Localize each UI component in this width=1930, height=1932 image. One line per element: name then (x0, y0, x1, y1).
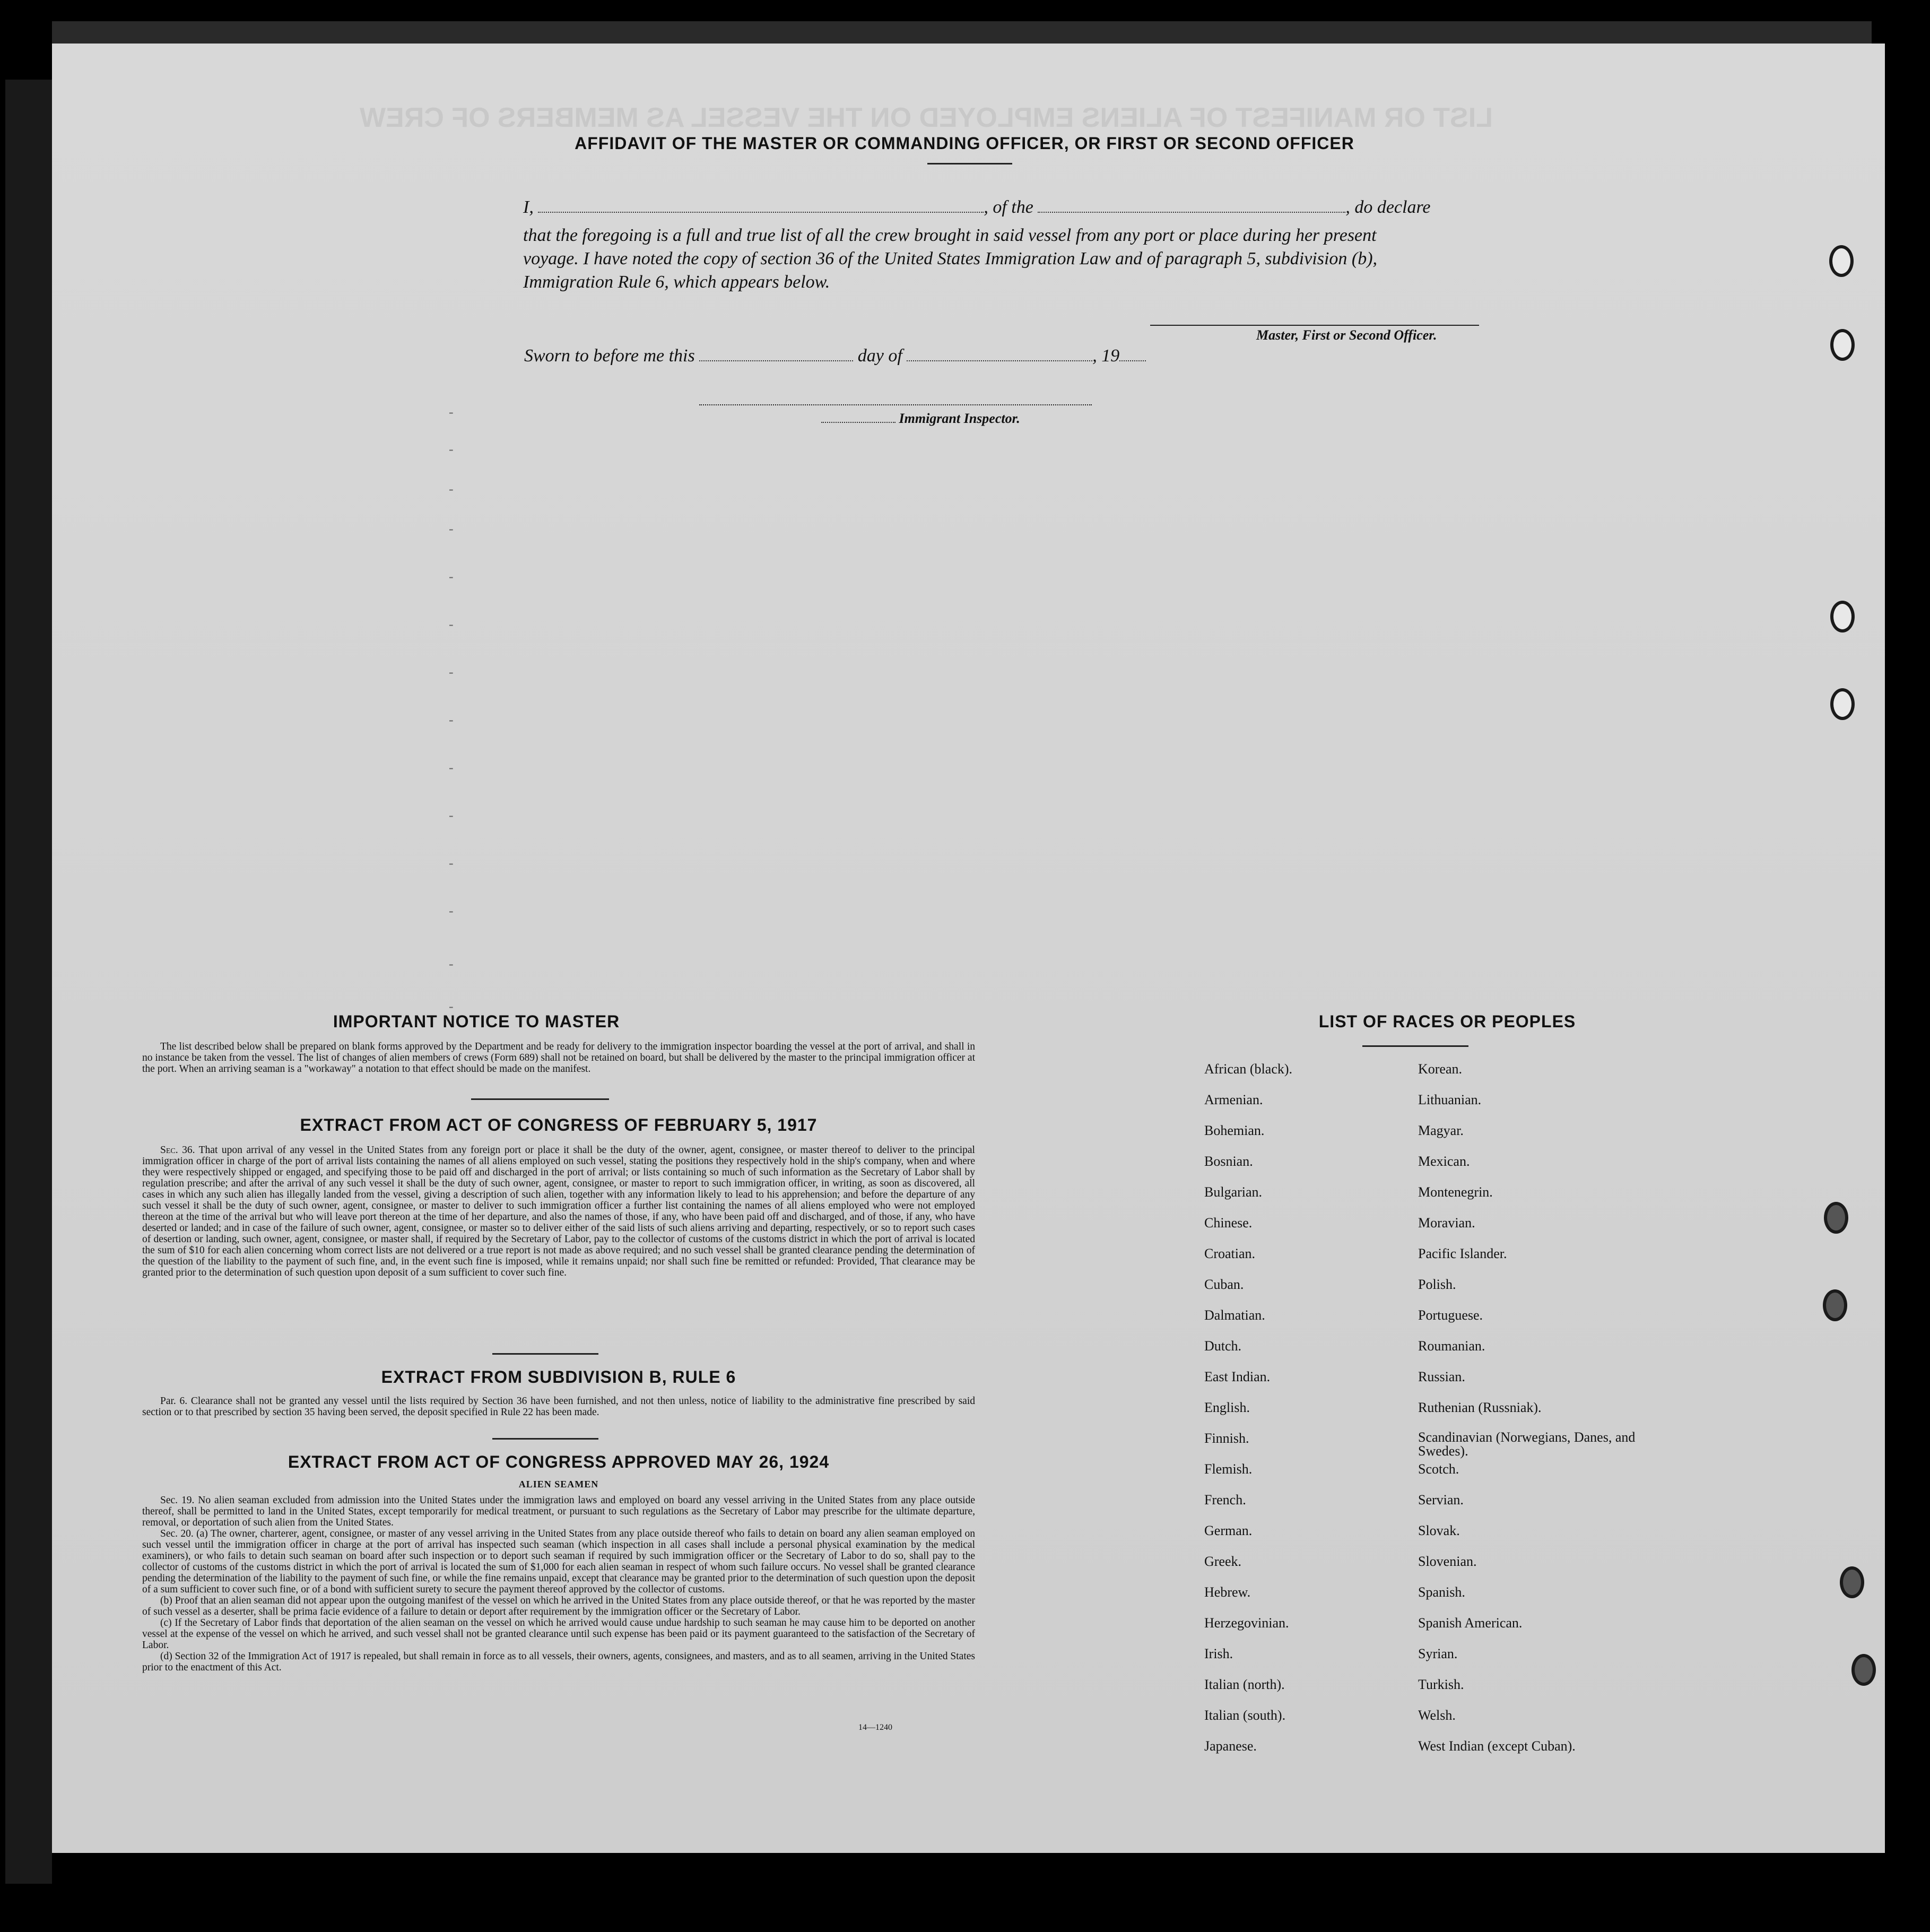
day-of-text: day of (857, 346, 902, 366)
signature-line (1150, 325, 1479, 326)
sec-36-label: Sec. 36. (160, 1145, 195, 1156)
margin-dash: - (449, 404, 454, 420)
year-text: , 19 (1092, 346, 1120, 366)
race-item: Syrian. (1418, 1646, 1458, 1661)
margin-dash: - (449, 481, 454, 497)
affidavit-i: I, (523, 197, 534, 217)
divider (492, 1353, 598, 1355)
margin-dash: - (449, 664, 454, 680)
page-edge-top (52, 21, 1872, 44)
affidavit-line-3: voyage. I have noted the copy of section 36 of the United States Immigration Law and of paragraph 5, subdivision (b), (523, 249, 1378, 268)
vessel-blank (1038, 212, 1345, 213)
race-item: Bohemian. (1204, 1123, 1265, 1138)
margin-dash: - (449, 903, 454, 919)
affidavit-title: AFFIDAVIT OF THE MASTER OR COMMANDING OFFICER, OR FIRST OR SECOND OFFICER (575, 134, 1354, 153)
race-item: Portuguese. (1418, 1307, 1483, 1323)
page-edge-left (5, 80, 52, 1884)
sec-20c: (c) If the Secretary of Labor finds that deportation of the alien seaman on the vessel on which he arrived would cause undue hardship to such seaman he may cause him to be deported on another vessel at the expense of the vessel on which he arrived, and such vessel shall not be granted clearance until such expense has been paid or its payment guaranteed to the satisfaction of the Secretary of Labor. (142, 1617, 975, 1651)
margin-dash: - (449, 441, 454, 457)
punch-hole (1824, 1202, 1848, 1234)
extract-1924-text (142, 1495, 975, 1673)
race-item: Dalmatian. (1204, 1307, 1265, 1323)
margin-dash: - (449, 855, 454, 871)
race-item: Bulgarian. (1204, 1184, 1263, 1200)
race-item: Roumanian. (1418, 1338, 1485, 1354)
divider (471, 1098, 609, 1100)
affidavit-line-4: Immigration Rule 6, which appears below. (523, 272, 830, 292)
punch-hole (1829, 245, 1854, 277)
sec-36-body: That upon arrival of any vessel in the United States from any foreign port or place it shall be the duty of the owner, agent, consignee, or master thereof to deliver to the principal immigration officer in charge of the port of arrival lists containing the names of all aliens employed on such vessel, stating the positions they respectively hold in the ship's company, when and where they were respectively shipped or engaged, and specifying those to be paid off and discharged in the port of arrival; or lists containing so much of such information as the Secretary of Labor shall by regulation prescribe; and after the arrival of any such vessel it shall be the duty of such owner, agent, consignee, or master to report to such immigration officer, in writing, as soon as discovered, all cases in which any such alien has illegally landed from the vessel, giving a description of such alien, together with any information likely to lead to his apprehension; and before the departure of any such vessel it shall be the duty of such owner, agent, consignee, or master to deliver to such immigration officer a further list containing the names of all aliens employed who were not employed thereon at the time of the arrival but who will leave port thereon at the time of her departure, and also the names of those, if any, who have been paid off and discharged, and of those, if any, who have deserted or landed; and in case of the failure of such owner, agent, consignee, or master so to deliver either of the said lists of such aliens arriving and departing, respectively, or so to report such cases of desertion or landing, such owner, agent, consignee, or master shall, if required by the Secretary of Labor, pay to the collector of customs of the customs district in which the port of arrival is located the sum of $10 for each alien concerning whom correct lists are not delivered or a true report is not made as above required; and no such vessel shall be granted clearance pending the determination of the question of the liability to the payment of such fine, and, in the event such fine is imposed, while it remains unpaid; nor shall such fine be remitted or refunded: Provided, That clearance may be granted prior to the determination of such question upon deposit of a sum sufficient to cover such fine. (142, 1145, 975, 1278)
day-blank (699, 360, 853, 361)
race-item: Armenian. (1204, 1092, 1263, 1107)
inspector-signature-line (699, 404, 1092, 405)
race-item: Montenegrin. (1418, 1184, 1493, 1200)
margin-dash: - (449, 569, 454, 584)
race-item: French. (1204, 1492, 1246, 1508)
race-item: West Indian (except Cuban). (1418, 1738, 1576, 1754)
race-item: East Indian. (1204, 1369, 1271, 1384)
year-blank (1119, 360, 1146, 361)
race-item: Italian (south). (1204, 1708, 1286, 1723)
race-item: Russian. (1418, 1369, 1465, 1384)
extract-1917-text (142, 1145, 975, 1278)
notice-text: The list described below shall be prepared on blank forms approved by the Department and be ready for delivery to the immigration inspector boarding the vessel at the port of arrival, and shall in no instance be taken from the vessel. The list of changes of alien members of crews (Form 689) shall not be retained on board, but shall be delivered by the master to the principal immigration officer at the port. When an arriving seaman is a "workaway" a notation to that effect should be made on the manifest. (142, 1041, 975, 1075)
margin-dash: - (449, 521, 454, 536)
race-item: Chinese. (1204, 1215, 1253, 1231)
race-item: Korean. (1418, 1061, 1463, 1077)
margin-dash: - (449, 999, 454, 1014)
punch-hole (1830, 688, 1855, 720)
master-signature-label: Master, First or Second Officer. (1256, 327, 1437, 343)
margin-dash: - (449, 712, 454, 727)
rule-6-title: EXTRACT FROM SUBDIVISION B, RULE 6 (381, 1367, 736, 1387)
race-item: Italian (north). (1204, 1677, 1285, 1692)
race-item: Slovak. (1418, 1523, 1460, 1538)
race-item: Spanish American. (1418, 1615, 1523, 1631)
margin-dash: - (449, 617, 454, 632)
race-item: Spanish. (1418, 1584, 1465, 1600)
race-item: Ruthenian (Russniak). (1418, 1400, 1542, 1415)
form-number: 14—1240 (858, 1723, 892, 1732)
punch-hole (1840, 1566, 1864, 1598)
affidavit-of-the: , of the (984, 197, 1033, 217)
race-item: Moravian. (1418, 1215, 1475, 1231)
sec-19: Sec. 19. No alien seaman excluded from admission into the United States under the immigration laws and employed on board any vessel arriving in the United States from any place outside thereof, shall be permitted to land in the United States, except temporarily for medical treatment, or pursuant to such regulations as the Secretary of Labor may prescribe for the ultimate departure, removal, or deportation of such alien from the United States. (142, 1495, 975, 1528)
inspector-line (821, 411, 1020, 427)
race-item: Bosnian. (1204, 1154, 1253, 1169)
race-item: Finnish. (1204, 1431, 1249, 1446)
race-item: Irish. (1204, 1646, 1233, 1661)
extract-1917-title: EXTRACT FROM ACT OF CONGRESS OF FEBRUARY 5, 1917 (300, 1115, 818, 1134)
race-item: Lithuanian. (1418, 1092, 1482, 1107)
race-item: Cuban. (1204, 1277, 1244, 1292)
divider (927, 163, 1012, 164)
race-item: Mexican. (1418, 1154, 1470, 1169)
affidavit-line-1 (523, 197, 1542, 218)
race-item: Scandinavian (Norwegians, Danes, and Swedes). (1418, 1429, 1636, 1459)
inspector-blank (821, 422, 896, 423)
race-item: Magyar. (1418, 1123, 1464, 1138)
divider (1362, 1045, 1468, 1047)
race-item: Turkish. (1418, 1677, 1464, 1692)
month-blank (907, 360, 1092, 361)
sworn-line (524, 346, 1146, 366)
race-item: Welsh. (1418, 1708, 1456, 1723)
race-item: Servian. (1418, 1492, 1464, 1508)
sec-20d: (d) Section 32 of the Immigration Act of 1917 is repealed, but shall remain in force as to all vessels, their owners, agents, consignees, and masters, and as to all seamen, arriving in the United States prior to the enactment of this Act. (142, 1651, 975, 1673)
rule-6-text: Par. 6. Clearance shall not be granted any vessel until the lists required by Section 36 have been furnished, and not then unless, notice of liability to the administrative fine prescribed by said section or to that prescribed by section 35 having been served, the deposit specified in Rule 22 has been made. (142, 1396, 975, 1418)
races-right-column (1418, 1061, 1651, 1769)
punch-hole (1823, 1289, 1847, 1321)
race-item: Hebrew. (1204, 1584, 1251, 1600)
punch-hole (1851, 1654, 1876, 1686)
race-item: Herzegovinian. (1204, 1615, 1289, 1631)
bleed-through-title: LIST OR MANIFEST OF ALIENS EMPLOYED ON THE VESSEL AS MEMBERS OF CREW (360, 102, 1493, 133)
races-title: LIST OF RACES OR PEOPLES (1318, 1012, 1576, 1031)
race-item: Polish. (1418, 1277, 1456, 1292)
margin-dash: - (449, 808, 454, 823)
race-item: Slovenian. (1418, 1554, 1477, 1569)
margin-dash: - (449, 956, 454, 972)
sec-20b: (b) Proof that an alien seaman did not appear upon the outgoing manifest of the vessel on which he arrived in the United States from any place outside thereof, or that he was reported by the master of such vessel as a deserter, shall be prima facie evidence of a failure to detain or deport after requirement by the immigration officer or the Secretary of Labor. (142, 1595, 975, 1617)
divider (492, 1438, 598, 1440)
race-item: Greek. (1204, 1554, 1242, 1569)
margin-dash: - (449, 760, 454, 775)
notice-title: IMPORTANT NOTICE TO MASTER (333, 1012, 620, 1031)
race-item: German. (1204, 1523, 1253, 1538)
race-item: Dutch. (1204, 1338, 1242, 1354)
sworn-text: Sworn to before me this (524, 346, 695, 366)
race-item: Scotch. (1418, 1461, 1459, 1477)
punch-hole (1830, 601, 1855, 633)
race-item: Pacific Islander. (1418, 1246, 1507, 1261)
punch-hole (1830, 329, 1855, 361)
sec-20a: Sec. 20. (a) The owner, charterer, agent, consignee, or master of any vessel arriving in the United States from any place outside thereof who fails to detain on board any alien seaman employed on such vessel until the immigration officer in charge at the port of arrival has inspected such seaman (which inspection in all cases shall include a personal physical examination by the medical examiners), or who fails to detain such seaman on board after such inspection or to deport such seaman if required by such immigration officer or the Secretary of Labor to do so, shall pay to the collector of customs of the customs district in which the port of arrival is located the sum of $1,000 for each alien seaman in respect of whom such failure occurs. No vessel shall be granted clearance pending the determination of the liability to the payment of such fine, or while the fine remains unpaid, except that clearance may be granted prior to the determination of such question upon the deposit of a sum sufficient to cover such fine, or of a bond with sufficient surety to secure the payment thereof approved by the collector of customs. (142, 1528, 975, 1595)
inspector-label: Immigrant Inspector. (899, 411, 1020, 426)
affidavit-line-2: that the foregoing is a full and true list of all the crew brought in said vessel from any port or place during her present (523, 226, 1377, 245)
race-item: Croatian. (1204, 1246, 1256, 1261)
name-blank (538, 212, 984, 213)
race-item: English. (1204, 1400, 1250, 1415)
document-page (52, 44, 1885, 1853)
alien-seamen-subtitle: ALIEN SEAMEN (518, 1479, 599, 1489)
race-item: African (black). (1204, 1061, 1293, 1077)
affidavit-do-declare: , do declare (1345, 197, 1431, 217)
race-item: Flemish. (1204, 1461, 1253, 1477)
extract-1924-title: EXTRACT FROM ACT OF CONGRESS APPROVED MAY 26, 1924 (288, 1452, 830, 1471)
race-item: Japanese. (1204, 1738, 1257, 1754)
races-left-column (1204, 1061, 1406, 1769)
